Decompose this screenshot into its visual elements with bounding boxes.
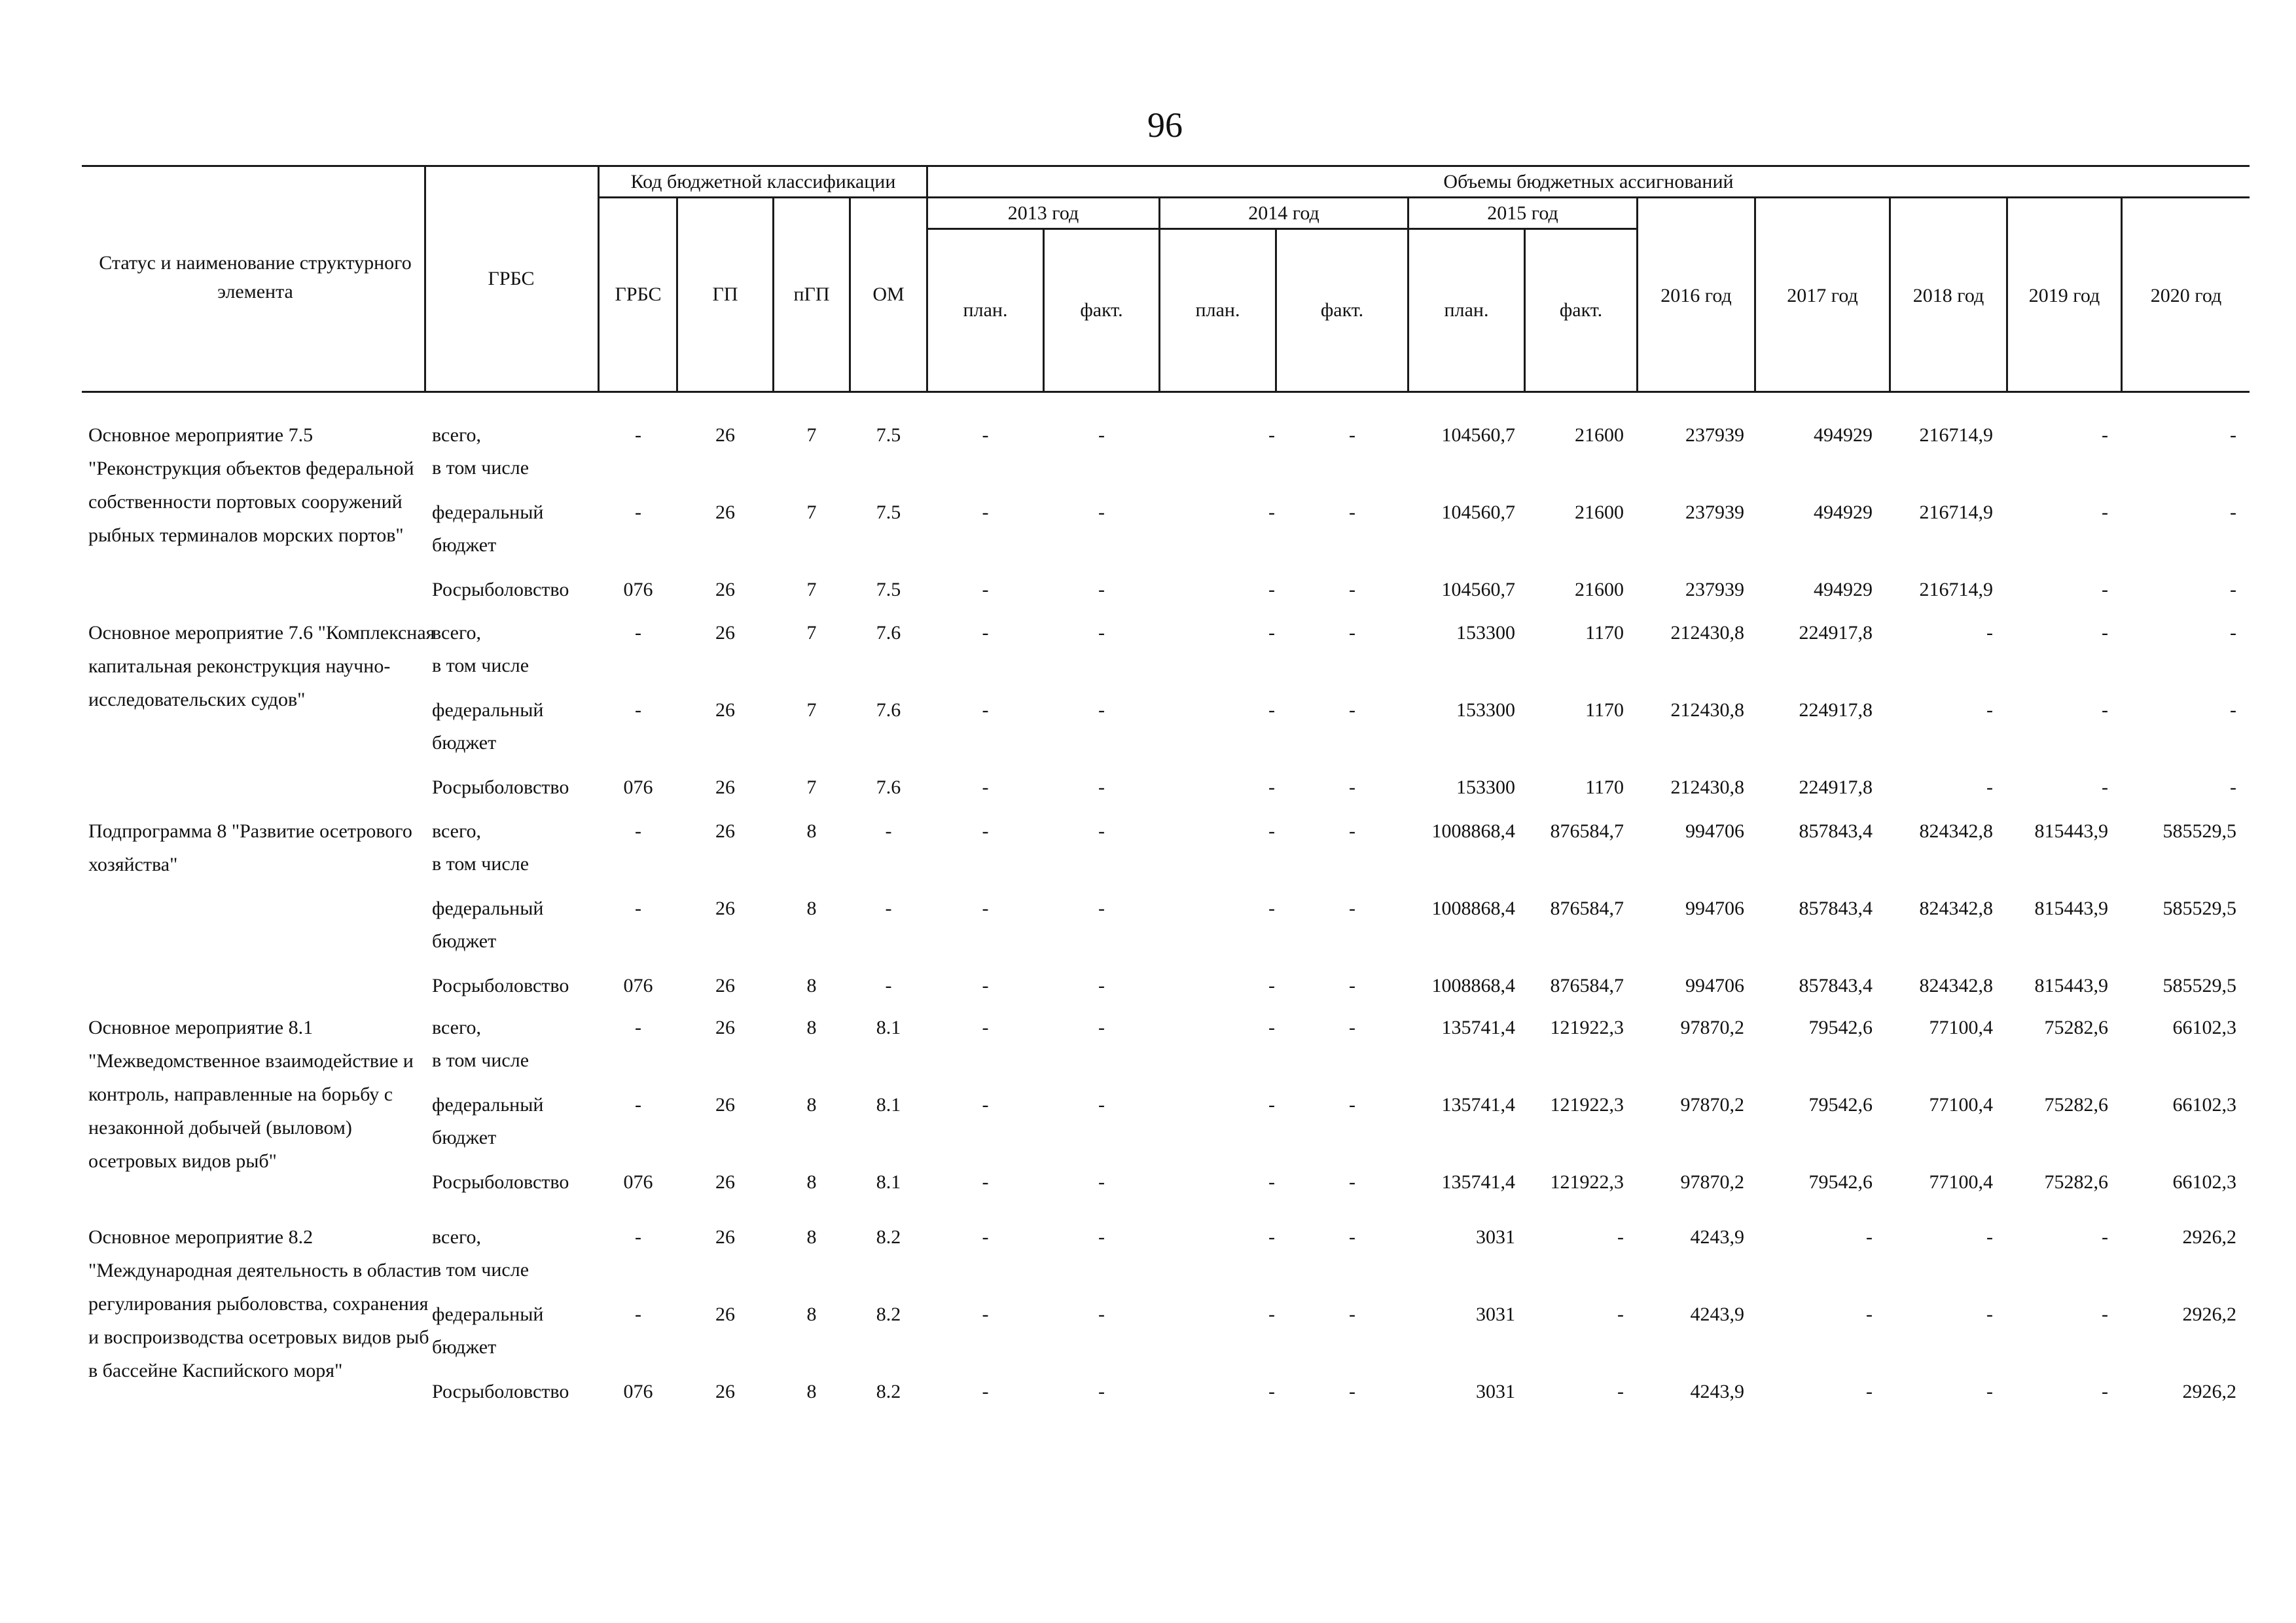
row-funding-label: федеральный <box>432 898 544 919</box>
value-cell: 2926,2 <box>2182 1226 2236 1248</box>
row-funding-label: Росрыболовство <box>432 1381 569 1402</box>
value-cell: - <box>1986 1304 1993 1325</box>
row-status-name: Основное мероприятие 8.1 "Межведомственное взаимодействие и контроль, направленные на борьбу с незаконной добычей (выловом) осетровых видов рыб" <box>88 1017 414 1172</box>
value-cell: - <box>1986 776 1993 798</box>
value-cell: - <box>1268 579 1275 600</box>
code-cell-gp: 26 <box>715 975 735 996</box>
code-cell-om: 7.6 <box>876 622 901 644</box>
header-plan-2014: план. <box>1195 299 1240 321</box>
value-cell: 2926,2 <box>2182 1304 2236 1325</box>
header-volumes: Объемы бюджетных ассигнований <box>1443 171 1734 192</box>
code-cell-om: - <box>885 975 892 996</box>
value-cell: - <box>1349 776 1355 798</box>
value-cell: 824342,8 <box>1919 975 1993 996</box>
value-cell: 104560,7 <box>1441 579 1515 600</box>
row-funding-label: всего, <box>432 622 482 644</box>
row-funding-label: всего, <box>432 1226 482 1248</box>
value-cell: - <box>1986 699 1993 721</box>
code-cell-gp: 26 <box>715 1381 735 1402</box>
value-cell: - <box>982 898 989 919</box>
value-cell: 153300 <box>1456 699 1515 721</box>
value-cell: - <box>982 776 989 798</box>
header-grbs: ГРБС <box>488 268 535 289</box>
value-cell: 135741,4 <box>1441 1171 1515 1193</box>
value-cell: 585529,5 <box>2162 975 2236 996</box>
divider-grbs <box>598 165 600 392</box>
header-year-2017: 2017 год <box>1787 285 1858 306</box>
value-cell: - <box>982 699 989 721</box>
value-cell: - <box>1349 424 1355 446</box>
value-cell: 66102,3 <box>2172 1171 2236 1193</box>
value-cell: - <box>1098 1381 1105 1402</box>
value-cell: 97870,2 <box>1680 1017 1744 1038</box>
value-cell: - <box>1349 898 1355 919</box>
value-cell: - <box>1098 1171 1105 1193</box>
value-cell: 224917,8 <box>1799 622 1873 644</box>
value-cell: 79542,6 <box>1808 1171 1873 1193</box>
code-cell-grbs: - <box>635 622 641 644</box>
value-cell: 876584,7 <box>1550 820 1624 842</box>
value-cell: - <box>1098 898 1105 919</box>
value-cell: - <box>1268 1171 1275 1193</box>
value-cell: - <box>1268 1304 1275 1325</box>
value-cell: 4243,9 <box>1690 1381 1744 1402</box>
value-cell: 4243,9 <box>1690 1226 1744 1248</box>
value-cell: 237939 <box>1685 501 1744 523</box>
row-status-name: Подпрограмма 8 "Развитие осетрового хозяйства" <box>88 820 412 875</box>
value-cell: - <box>1268 1381 1275 1402</box>
value-cell: - <box>1098 776 1105 798</box>
row-funding-label: федеральный <box>432 1304 544 1325</box>
value-cell: 224917,8 <box>1799 776 1873 798</box>
value-cell: - <box>1349 699 1355 721</box>
value-cell: - <box>982 820 989 842</box>
value-cell: 104560,7 <box>1441 424 1515 446</box>
value-cell: - <box>1349 622 1355 644</box>
code-cell-grbs: 076 <box>623 776 653 798</box>
row-status-name: Основное мероприятие 7.6 "Комплексная капитальная реконструкция научно-исследовательских судов" <box>88 622 435 710</box>
value-cell: 1170 <box>1585 622 1624 644</box>
table-top-rule <box>82 165 2250 167</box>
code-cell-grbs: - <box>635 898 641 919</box>
code-cell-gp: 26 <box>715 1017 735 1038</box>
value-cell: - <box>982 1094 989 1116</box>
header-bottom-rule <box>82 391 2250 393</box>
value-cell: 79542,6 <box>1808 1017 1873 1038</box>
value-cell: - <box>1098 622 1105 644</box>
code-cell-gp: 26 <box>715 776 735 798</box>
value-cell: 121922,3 <box>1550 1171 1624 1193</box>
value-cell: 75282,6 <box>2044 1094 2108 1116</box>
value-cell: 66102,3 <box>2172 1094 2236 1116</box>
value-cell: 494929 <box>1814 579 1873 600</box>
code-cell-pgp: 8 <box>806 1017 817 1038</box>
value-cell: - <box>1349 1017 1355 1038</box>
value-cell: - <box>1349 1304 1355 1325</box>
value-cell: - <box>982 1304 989 1325</box>
value-cell: - <box>1098 975 1105 996</box>
header-fact-2015: факт. <box>1559 299 1603 321</box>
value-cell: - <box>1098 579 1105 600</box>
year-group-rule <box>928 228 1636 230</box>
code-cell-om: 8.2 <box>876 1226 901 1248</box>
value-cell: - <box>1268 975 1275 996</box>
value-cell: - <box>2230 699 2236 721</box>
header-code-pgp: пГП <box>793 283 830 305</box>
value-cell: 1008868,4 <box>1431 898 1515 919</box>
value-cell: 212430,8 <box>1670 776 1744 798</box>
code-cell-om: 7.5 <box>876 424 901 446</box>
code-cell-om: 7.6 <box>876 699 901 721</box>
value-cell: 135741,4 <box>1441 1017 1515 1038</box>
value-cell: 824342,8 <box>1919 898 1993 919</box>
code-cell-grbs: - <box>635 1226 641 1248</box>
code-cell-om: - <box>885 820 892 842</box>
code-cell-om: 8.1 <box>876 1017 901 1038</box>
value-cell: 494929 <box>1814 424 1873 446</box>
code-cell-pgp: 8 <box>806 1171 817 1193</box>
code-cell-om: 8.1 <box>876 1171 901 1193</box>
value-cell: - <box>2230 501 2236 523</box>
row-funding-label: Росрыболовство <box>432 776 569 798</box>
code-cell-gp: 26 <box>715 1094 735 1116</box>
value-cell: 237939 <box>1685 424 1744 446</box>
row-funding-label: всего, <box>432 424 482 446</box>
code-cell-grbs: 076 <box>623 1381 653 1402</box>
value-cell: - <box>1866 1304 1873 1325</box>
row-funding-label: федеральный <box>432 501 544 523</box>
row-funding-label: Росрыболовство <box>432 579 569 600</box>
row-funding-label: федеральный <box>432 699 544 721</box>
value-cell: 224917,8 <box>1799 699 1873 721</box>
value-cell: 1008868,4 <box>1431 975 1515 996</box>
value-cell: - <box>982 1226 989 1248</box>
row-funding-label: всего, <box>432 820 482 842</box>
value-cell: - <box>1098 820 1105 842</box>
value-cell: 3031 <box>1476 1304 1515 1325</box>
value-cell: - <box>1349 820 1355 842</box>
code-cell-grbs: - <box>635 424 641 446</box>
value-cell: 153300 <box>1456 622 1515 644</box>
value-cell: 79542,6 <box>1808 1094 1873 1116</box>
code-cell-pgp: 8 <box>806 820 817 842</box>
value-cell: 494929 <box>1814 501 1873 523</box>
value-cell: - <box>1268 1094 1275 1116</box>
value-cell: 815443,9 <box>2034 898 2108 919</box>
value-cell: 75282,6 <box>2044 1017 2108 1038</box>
value-cell: 1170 <box>1585 776 1624 798</box>
value-cell: - <box>2102 1304 2108 1325</box>
value-cell: 66102,3 <box>2172 1017 2236 1038</box>
row-funding-sublabel: бюджет <box>432 1127 497 1148</box>
value-cell: - <box>1866 1381 1873 1402</box>
value-cell: - <box>982 975 989 996</box>
value-cell: - <box>2230 579 2236 600</box>
row-funding-sublabel: бюджет <box>432 1336 497 1358</box>
value-cell: 77100,4 <box>1929 1094 1993 1116</box>
value-cell: 876584,7 <box>1550 975 1624 996</box>
value-cell: 994706 <box>1685 898 1744 919</box>
value-cell: - <box>1268 424 1275 446</box>
row-funding-label: всего, <box>432 1017 482 1038</box>
code-cell-gp: 26 <box>715 820 735 842</box>
value-cell: - <box>2230 424 2236 446</box>
value-cell: 216714,9 <box>1919 579 1993 600</box>
value-cell: - <box>982 424 989 446</box>
row-funding-label: Росрыболовство <box>432 975 569 996</box>
value-cell: - <box>1349 1171 1355 1193</box>
value-cell: - <box>1349 579 1355 600</box>
value-cell: - <box>2230 622 2236 644</box>
header-year-2015: 2015 год <box>1487 202 1558 224</box>
row-funding-label: Росрыболовство <box>432 1171 569 1193</box>
value-cell: 994706 <box>1685 975 1744 996</box>
value-cell: 153300 <box>1456 776 1515 798</box>
value-cell: 3031 <box>1476 1381 1515 1402</box>
value-cell: 135741,4 <box>1441 1094 1515 1116</box>
value-cell: - <box>982 501 989 523</box>
header-year-2018: 2018 год <box>1912 285 1984 306</box>
code-cell-pgp: 7 <box>806 776 817 798</box>
value-cell: - <box>1617 1226 1624 1248</box>
value-cell: - <box>1986 1226 1993 1248</box>
header-budget-code: Код бюджетной классификации <box>630 171 896 192</box>
code-cell-gp: 26 <box>715 622 735 644</box>
value-cell: 121922,3 <box>1550 1017 1624 1038</box>
code-cell-pgp: 7 <box>806 622 817 644</box>
value-cell: - <box>2102 1381 2108 1402</box>
value-cell: 21600 <box>1575 501 1624 523</box>
header-fact-2013: факт. <box>1080 299 1123 321</box>
value-cell: - <box>2230 776 2236 798</box>
code-cell-gp: 26 <box>715 424 735 446</box>
value-cell: 857843,4 <box>1799 820 1873 842</box>
code-cell-om: - <box>885 898 892 919</box>
value-cell: 104560,7 <box>1441 501 1515 523</box>
value-cell: 212430,8 <box>1670 699 1744 721</box>
value-cell: 3031 <box>1476 1226 1515 1248</box>
value-cell: 216714,9 <box>1919 501 1993 523</box>
code-cell-pgp: 8 <box>806 1226 817 1248</box>
value-cell: - <box>2102 699 2108 721</box>
value-cell: - <box>1986 622 1993 644</box>
value-cell: 237939 <box>1685 579 1744 600</box>
value-cell: 121922,3 <box>1550 1094 1624 1116</box>
code-cell-grbs: - <box>635 501 641 523</box>
row-funding-label: федеральный <box>432 1094 544 1116</box>
header-code-gp: ГП <box>712 283 738 305</box>
header-year-2019: 2019 год <box>2028 285 2100 306</box>
row-funding-sublabel: в том числе <box>432 853 529 875</box>
row-status-name: Основное мероприятие 7.5 "Реконструкция объектов федеральной собственности портовых сооружений рыбных терминалов морских портов" <box>88 424 414 546</box>
row-funding-sublabel: бюджет <box>432 534 497 556</box>
code-cell-grbs: - <box>635 820 641 842</box>
code-cell-pgp: 7 <box>806 501 817 523</box>
value-cell: - <box>1349 1094 1355 1116</box>
code-cell-grbs: - <box>635 699 641 721</box>
row-funding-sublabel: в том числе <box>432 457 529 479</box>
header-year-2013: 2013 год <box>1007 202 1079 224</box>
value-cell: - <box>1866 1226 1873 1248</box>
value-cell: - <box>1986 1381 1993 1402</box>
code-cell-gp: 26 <box>715 501 735 523</box>
value-cell: 2926,2 <box>2182 1381 2236 1402</box>
code-cell-gp: 26 <box>715 898 735 919</box>
row-funding-sublabel: бюджет <box>432 930 497 952</box>
value-cell: - <box>1617 1304 1624 1325</box>
value-cell: - <box>1268 776 1275 798</box>
value-cell: - <box>2102 501 2108 523</box>
value-cell: - <box>982 622 989 644</box>
value-cell: 815443,9 <box>2034 820 2108 842</box>
header-plan-2013: план. <box>963 299 1008 321</box>
code-cell-grbs: 076 <box>623 1171 653 1193</box>
value-cell: - <box>1098 699 1105 721</box>
header-fact-2014: факт. <box>1320 299 1364 321</box>
value-cell: - <box>982 1381 989 1402</box>
value-cell: - <box>982 1171 989 1193</box>
value-cell: - <box>2102 1226 2108 1248</box>
value-cell: - <box>982 579 989 600</box>
code-cell-grbs: - <box>635 1017 641 1038</box>
value-cell: 75282,6 <box>2044 1171 2108 1193</box>
code-group-rule <box>600 196 2250 198</box>
code-cell-om: 7.6 <box>876 776 901 798</box>
value-cell: - <box>1349 1226 1355 1248</box>
value-cell: 97870,2 <box>1680 1094 1744 1116</box>
value-cell: 857843,4 <box>1799 975 1873 996</box>
code-cell-pgp: 8 <box>806 1094 817 1116</box>
header-code-om: ОМ <box>872 283 905 305</box>
header-code-grbs: ГРБС <box>615 283 662 305</box>
code-cell-pgp: 7 <box>806 424 817 446</box>
value-cell: - <box>1268 1017 1275 1038</box>
value-cell: - <box>1268 622 1275 644</box>
value-cell: 216714,9 <box>1919 424 1993 446</box>
code-cell-grbs: - <box>635 1094 641 1116</box>
code-cell-om: 7.5 <box>876 501 901 523</box>
code-cell-gp: 26 <box>715 1171 735 1193</box>
code-cell-om: 8.1 <box>876 1094 901 1116</box>
code-cell-grbs: 076 <box>623 975 653 996</box>
row-funding-sublabel: бюджет <box>432 732 497 754</box>
value-cell: - <box>1268 898 1275 919</box>
header-year-2016: 2016 год <box>1660 285 1732 306</box>
value-cell: 1170 <box>1585 699 1624 721</box>
value-cell: - <box>1098 1017 1105 1038</box>
value-cell: 4243,9 <box>1690 1304 1744 1325</box>
value-cell: 1008868,4 <box>1431 820 1515 842</box>
value-cell: - <box>1268 699 1275 721</box>
value-cell: 77100,4 <box>1929 1171 1993 1193</box>
value-cell: - <box>1268 820 1275 842</box>
header-year-2014: 2014 год <box>1248 202 1319 224</box>
value-cell: - <box>2102 776 2108 798</box>
code-cell-grbs: 076 <box>623 579 653 600</box>
value-cell: - <box>1617 1381 1624 1402</box>
value-cell: 585529,5 <box>2162 820 2236 842</box>
value-cell: 815443,9 <box>2034 975 2108 996</box>
code-cell-pgp: 7 <box>806 579 817 600</box>
row-funding-sublabel: в том числе <box>432 1049 529 1071</box>
value-cell: - <box>1268 1226 1275 1248</box>
value-cell: - <box>2102 622 2108 644</box>
value-cell: 212430,8 <box>1670 622 1744 644</box>
value-cell: 21600 <box>1575 424 1624 446</box>
value-cell: 876584,7 <box>1550 898 1624 919</box>
value-cell: - <box>1098 1226 1105 1248</box>
value-cell: 585529,5 <box>2162 898 2236 919</box>
page-number: 96 <box>1147 105 1183 145</box>
value-cell: 994706 <box>1685 820 1744 842</box>
value-cell: 824342,8 <box>1919 820 1993 842</box>
value-cell: 21600 <box>1575 579 1624 600</box>
value-cell: - <box>1098 1304 1105 1325</box>
code-cell-gp: 26 <box>715 1226 735 1248</box>
header-year-2020: 2020 год <box>2150 285 2222 306</box>
code-cell-pgp: 8 <box>806 898 817 919</box>
code-cell-grbs: - <box>635 1304 641 1325</box>
value-cell: 97870,2 <box>1680 1171 1744 1193</box>
code-cell-pgp: 8 <box>806 1381 817 1402</box>
value-cell: - <box>1098 1094 1105 1116</box>
code-cell-pgp: 8 <box>806 1304 817 1325</box>
value-cell: - <box>1268 501 1275 523</box>
code-cell-om: 7.5 <box>876 579 901 600</box>
row-funding-sublabel: в том числе <box>432 655 529 676</box>
code-cell-gp: 26 <box>715 579 735 600</box>
value-cell: - <box>2102 424 2108 446</box>
value-cell: - <box>1349 1381 1355 1402</box>
value-cell: - <box>1098 501 1105 523</box>
header-status: Статус и наименование структурного элемента <box>99 252 412 302</box>
code-cell-pgp: 7 <box>806 699 817 721</box>
value-cell: - <box>2102 579 2108 600</box>
value-cell: - <box>1349 501 1355 523</box>
value-cell: 857843,4 <box>1799 898 1873 919</box>
code-cell-gp: 26 <box>715 1304 735 1325</box>
value-cell: - <box>1098 424 1105 446</box>
code-cell-gp: 26 <box>715 699 735 721</box>
value-cell: 77100,4 <box>1929 1017 1993 1038</box>
value-cell: - <box>982 1017 989 1038</box>
header-plan-2015: план. <box>1444 299 1489 321</box>
row-status-name: Основное мероприятие 8.2 "Международная деятельность в области регулирования рыболовства, сохранения и воспроизводства осетровых видов рыб в бассейне Каспийского моря" <box>88 1226 433 1381</box>
code-cell-om: 8.2 <box>876 1304 901 1325</box>
row-funding-sublabel: в том числе <box>432 1259 529 1281</box>
value-cell: - <box>1349 975 1355 996</box>
code-cell-pgp: 8 <box>806 975 817 996</box>
code-cell-om: 8.2 <box>876 1381 901 1402</box>
